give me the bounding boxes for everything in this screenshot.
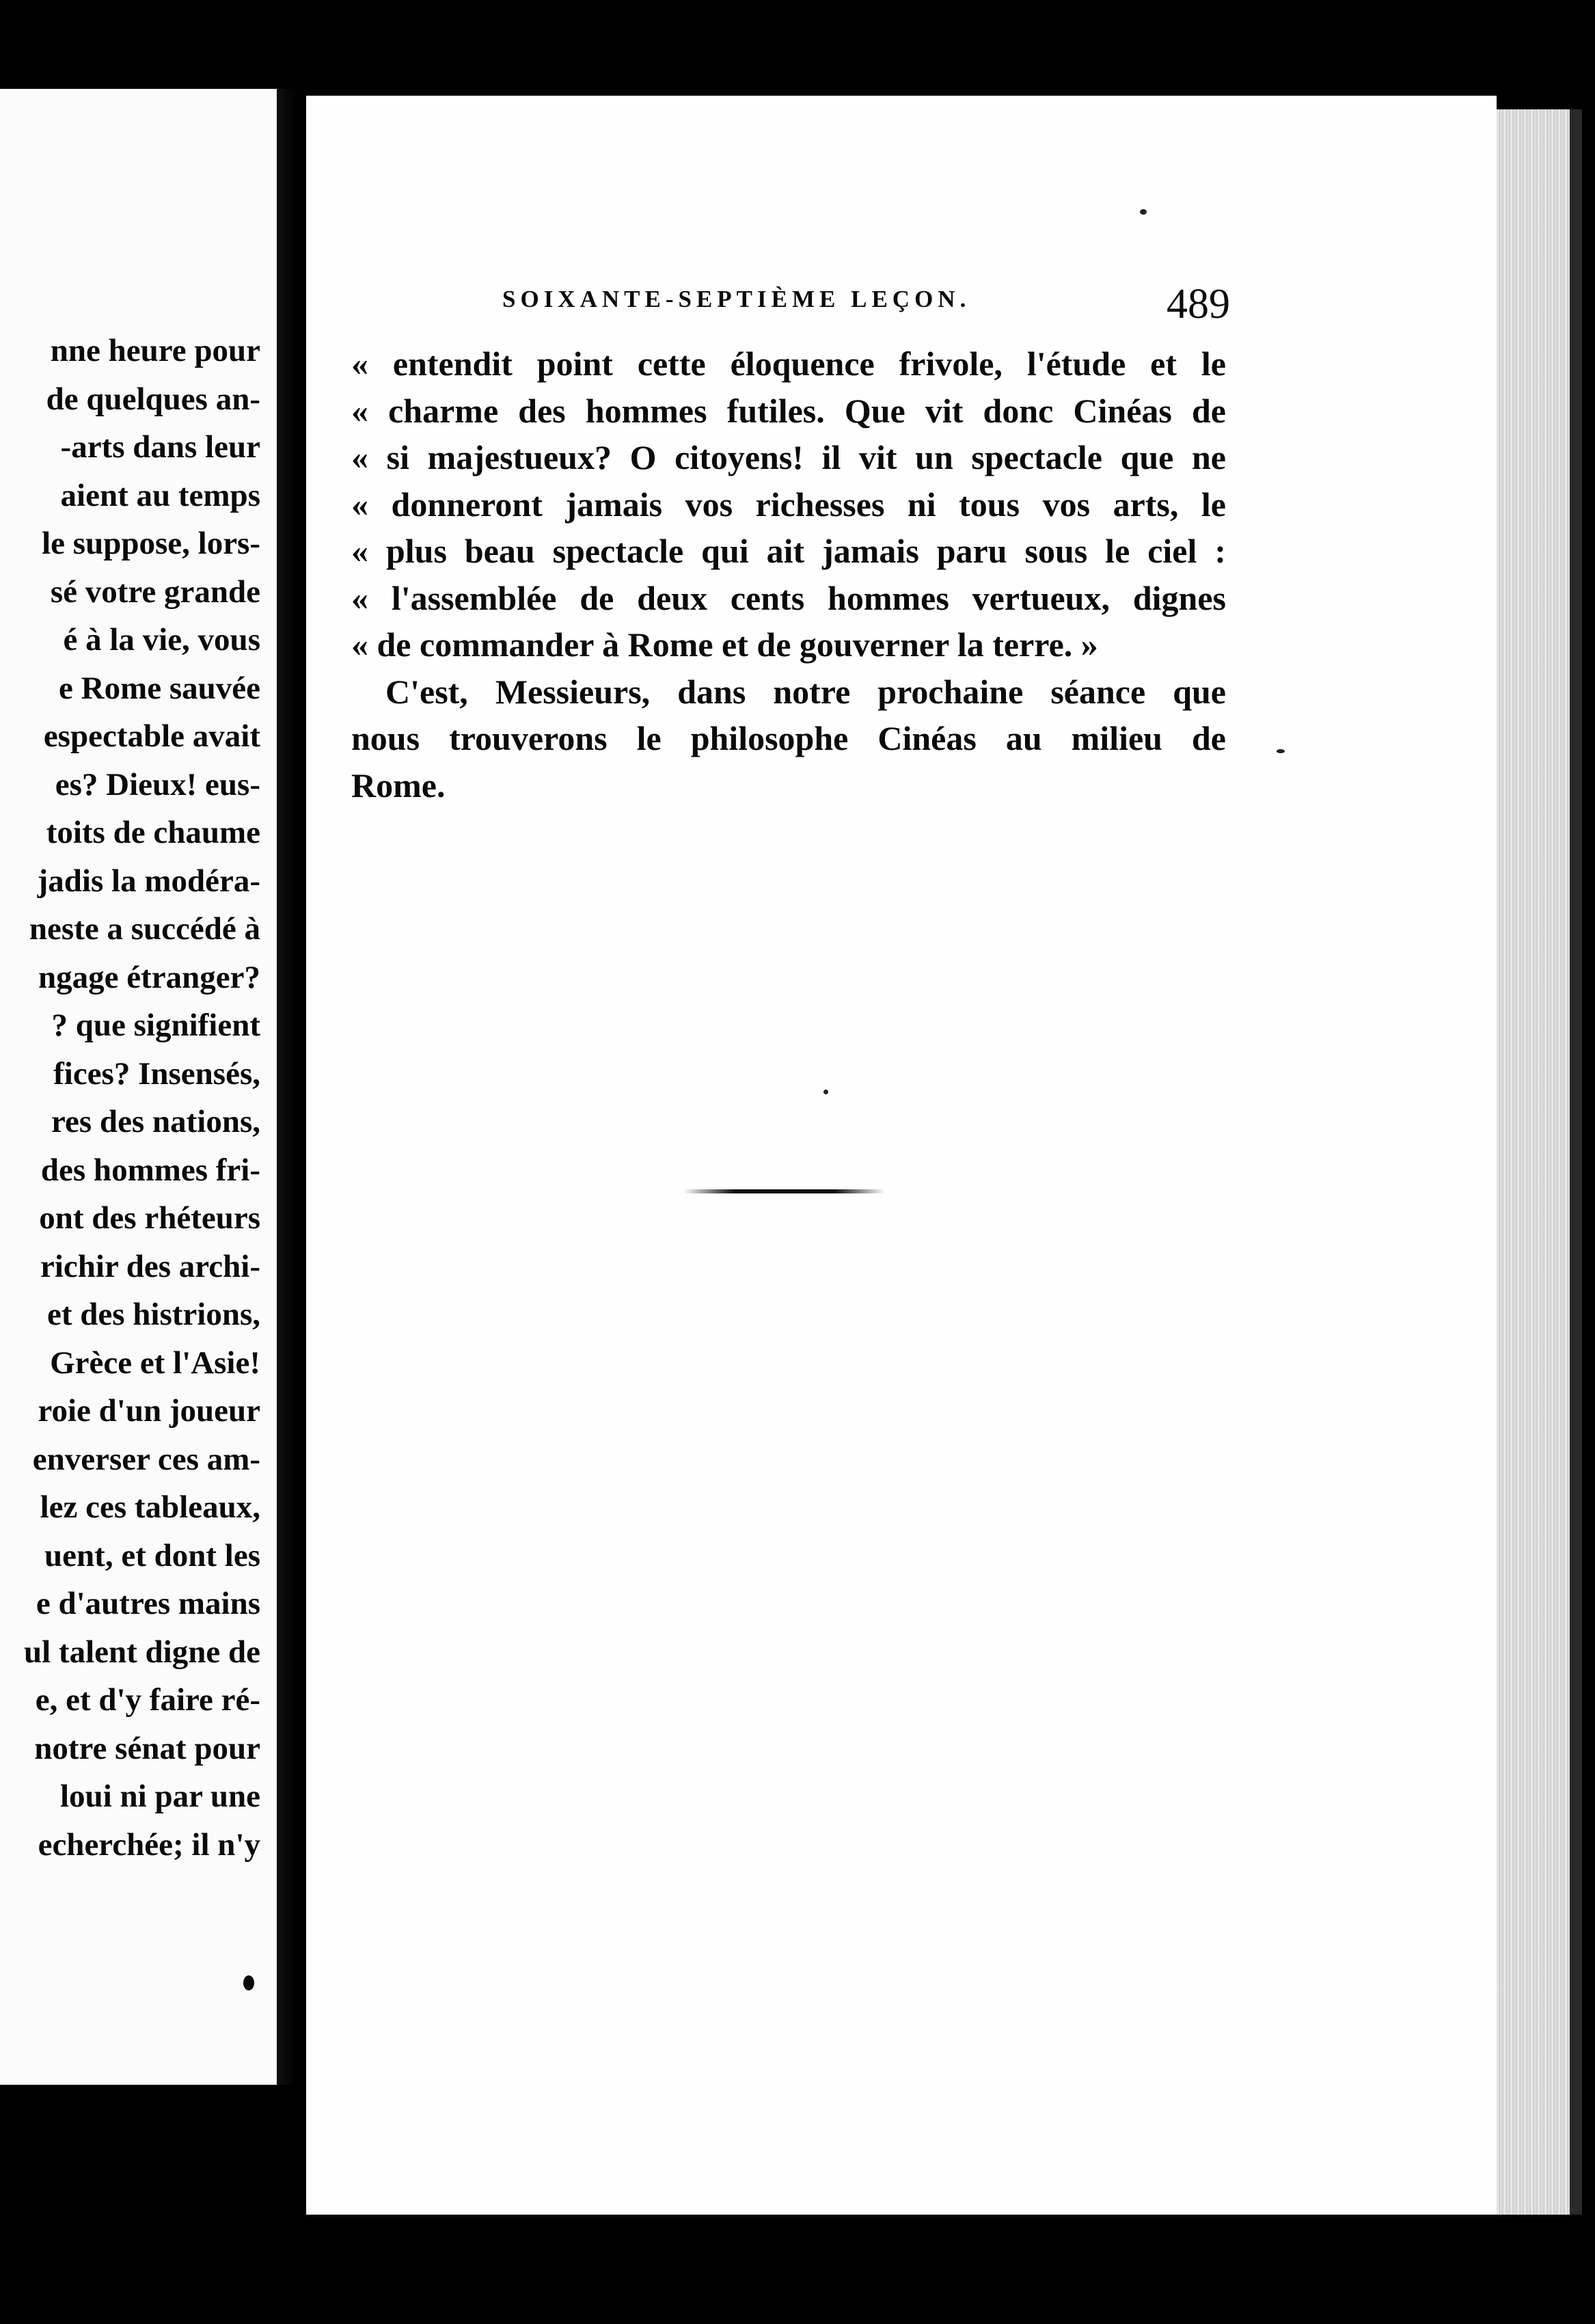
text-line: lez ces tableaux,	[40, 1489, 260, 1525]
body-text	[351, 340, 1226, 809]
text-line: ngage étranger?	[38, 959, 260, 995]
left-page-text	[24, 327, 260, 1869]
page-number: 489	[1167, 281, 1230, 327]
text-line: es? Dieux! eus-	[55, 766, 260, 802]
text-line: toits de chaume	[46, 815, 260, 850]
text-line: ont des rhéteurs	[39, 1200, 260, 1236]
text-line: fices? Insensés,	[53, 1055, 260, 1092]
text-line: « charme des hommes futiles. Que vit donc Cinéas de	[351, 391, 1226, 430]
speck	[1140, 209, 1147, 215]
ink-dot	[243, 1975, 254, 1990]
text-line: nous trouverons le philosophe Cinéas au milieu de	[351, 719, 1226, 757]
text-line: notre sénat pour	[34, 1730, 260, 1766]
speck	[1277, 749, 1285, 753]
text-line: loui ni par une	[60, 1779, 260, 1814]
text-line: ? que signifient	[51, 1008, 260, 1043]
text-line: « plus beau spectacle qui ait jamais paru sous le ciel :	[351, 532, 1226, 570]
text-line: e, et d'y faire ré-	[35, 1682, 260, 1718]
text-line: le suppose, lors-	[42, 526, 260, 561]
text-line: roie d'un joueur	[38, 1393, 260, 1429]
text-line: « entendit point cette éloquence frivole, l'étude et le	[351, 344, 1226, 383]
text-line: ul talent digne de	[23, 1634, 260, 1670]
text-line: « donneront jamais vos richesses ni tous vos arts, le	[351, 485, 1226, 524]
text-line: uent, et dont les	[44, 1537, 260, 1573]
text-line: C'est, Messieurs, dans notre prochaine séance que	[385, 672, 1226, 711]
text-line: -arts dans leur	[60, 429, 260, 465]
text-line: et des histrions,	[46, 1297, 260, 1332]
text-line: de quelques an-	[46, 381, 260, 417]
text-line: neste a succédé à	[29, 911, 260, 947]
text-line: res des nations,	[51, 1104, 260, 1139]
text-line: des hommes fri-	[40, 1152, 260, 1188]
text-line: echerchée; il n'y	[38, 1826, 260, 1863]
running-head: SOIXANTE-SEPTIÈME LEÇON.	[502, 286, 971, 312]
text-line: enverser ces am-	[32, 1441, 260, 1477]
text-line: richir des archi-	[40, 1248, 260, 1284]
text-line: espectable avait	[43, 718, 260, 754]
text-line: Rome.	[351, 766, 446, 805]
text-line: sé votre grande	[50, 573, 260, 610]
left-page	[0, 89, 277, 2085]
text-line: e d'autres mains	[36, 1586, 260, 1621]
text-line: « l'assemblée de deux cents hommes vertueux, dignes	[351, 578, 1226, 617]
text-line: « si majestueux? O citoyens! il vit un spectacle que ne	[351, 438, 1226, 476]
text-line: Grèce et l'Asie!	[50, 1345, 260, 1381]
text-line: jadis la modéra-	[37, 863, 260, 899]
text-line: e Rome sauvée	[59, 670, 260, 706]
text-line: nne heure pour	[50, 333, 260, 368]
text-line: é à la vie, vous	[63, 622, 260, 658]
text-line: « de commander à Rome et de gouverner la terre. »	[351, 625, 1098, 664]
speck	[823, 1090, 828, 1094]
end-rule	[683, 1189, 885, 1193]
text-line: aient au temps	[60, 477, 260, 513]
